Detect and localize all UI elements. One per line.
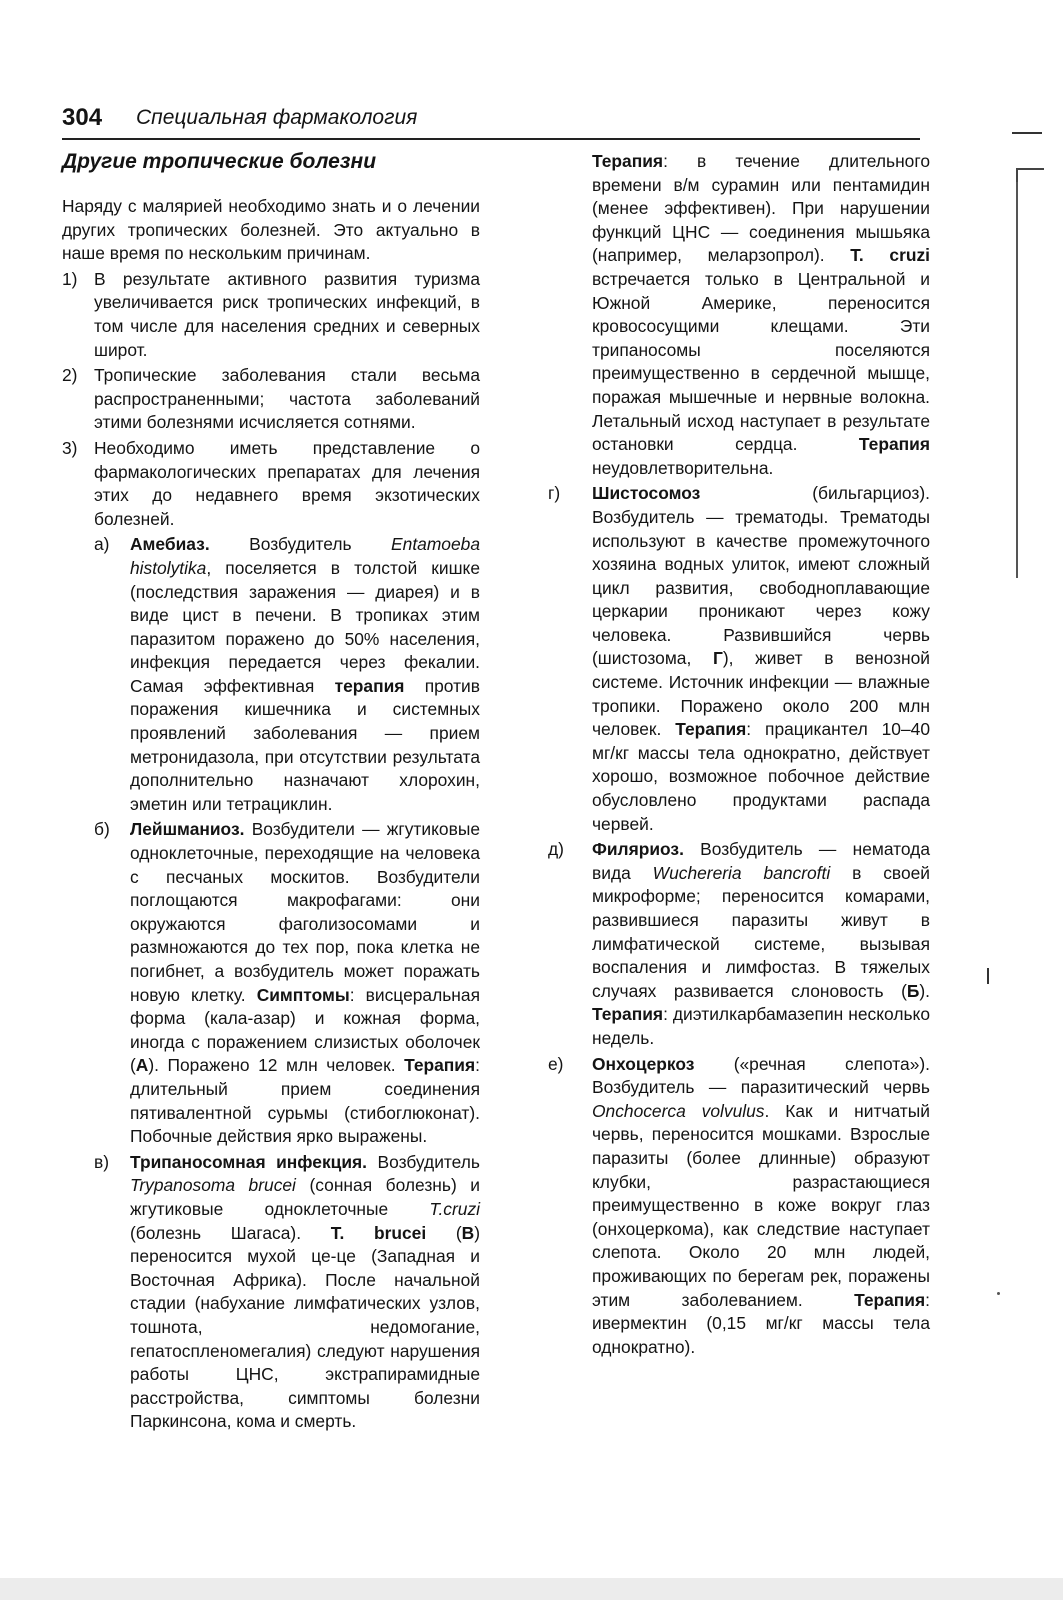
text-run: («речная слепота»). Возбудитель — паразитический червь xyxy=(592,1053,930,1098)
text-run: ). xyxy=(919,980,930,1001)
figure-ref: Г xyxy=(713,648,723,669)
disease-text xyxy=(130,533,480,816)
disease-name: Филяриоз. xyxy=(592,839,684,860)
disease-text xyxy=(592,1053,930,1360)
text-run: Возбудитель xyxy=(367,1151,480,1172)
disease-name: Онхоцеркоз xyxy=(592,1053,695,1074)
list-marker: 3) xyxy=(62,437,78,458)
disease-name: Шистосомоз xyxy=(592,483,701,504)
disease-name: Лейшманиоз. xyxy=(130,819,245,840)
list-marker: 2) xyxy=(62,365,78,386)
list-marker: 1) xyxy=(62,268,78,289)
text-run: ) переносится мухой це-це (Западная и Восточная Африка). После начальной стадии (набухание лимфатических узлов, тошнота, недомогание, гепатоспленомегалия) следуют нарушения работы ЦНС, экстрапирамидные расстройства, симптомы болезни Паркинсона, кома и смерть. xyxy=(130,1222,481,1432)
organism-name: Wuchereria bancrofti xyxy=(652,862,831,883)
disease-item-filariasis xyxy=(548,838,930,1050)
disease-list xyxy=(94,533,480,1434)
organism-name: Onchocerca volvulus xyxy=(592,1100,765,1121)
left-column xyxy=(62,195,480,1434)
reason-item-3 xyxy=(62,437,480,531)
figure-ref: В xyxy=(461,1222,475,1243)
text-run: (бильгарциоз). Возбудитель — трематоды. Трематоды используют в качестве промежуточного хозяина водных улиток, имеют сложный цикл развития, свободноплавающие церкарии проникают через кожу человека. Развившийся червь (шистозома, xyxy=(592,483,930,669)
therapy-label: Терапия xyxy=(675,719,747,740)
list-marker: г) xyxy=(548,483,561,504)
disease-text xyxy=(130,818,480,1148)
trypanosomiasis-continuation xyxy=(592,150,930,480)
text-run: Возбудители — жгутиковые одноклеточные, переходящие на человека с песчаных москитов. Возбудители поглощаются макрофагами: они окружаются фаголизосомами и размножаются до тех пор, пока клетка не погибнет, а возбудитель может поражать новую клетку. xyxy=(130,819,480,1005)
intro-paragraph: Наряду с малярией необходимо знать и о лечении других тропических болезней. Это актуально в наше время по нескольким причинам. xyxy=(62,196,480,264)
therapy-label: Терапия xyxy=(854,1289,926,1310)
text-run: (болезнь Шагаса). xyxy=(130,1222,331,1243)
text-run: (сонная болезнь) и жгутиковые одноклеточные xyxy=(130,1175,480,1219)
list-marker: в) xyxy=(94,1151,110,1172)
reason-item-2 xyxy=(62,364,480,435)
text-run: против поражения кишечника и системных проявлений заболевания — прием метронидазола, при отсутствии результата дополнительно назначают хлорохин, эметин или тетрациклин. xyxy=(130,675,480,814)
symptoms-label: Симптомы xyxy=(256,984,350,1005)
disease-item-onchocerciasis xyxy=(548,1053,930,1360)
reason-text: В результате активного развития туризма увеличивается риск тропических инфекций, в том числе для населения средних и северных широт. xyxy=(94,268,480,360)
reason-text: Тропические заболевания стали весьма распространенными; частота заболеваний этими болезнями исчисляется сотнями. xyxy=(94,365,480,433)
text-run: Возбудитель xyxy=(209,534,392,555)
organism-name: Entamoeba histolytika xyxy=(130,534,480,578)
text-run: . Как и нитчатый червь, переносится мошками. Взрослые паразиты (более длинные) образуют клубки, разрастающиеся преимущественно в коже вокруг глаз (онхоцеркома), как следствие наступает слепота. Около 20 млн людей, проживающих по берегам рек, поражены этим заболеванием. xyxy=(592,1100,930,1310)
text-run: ( xyxy=(426,1222,462,1243)
list-marker: е) xyxy=(548,1053,564,1074)
disease-item-amoebiasis xyxy=(94,533,480,816)
text-run: ), живет в венозной системе. Источник инфекции — влажные тропики. Поражено около 200 млн человек. xyxy=(592,648,930,740)
therapy-label: Терапия xyxy=(404,1055,476,1076)
figure-ref: Б xyxy=(906,980,920,1001)
text-run: : в течение длительного времени в/м сурамин или пентамидин (менее эффективен). При нарушении функций ЦНС — соединения мышьяка (например, меларзопрол). xyxy=(592,151,930,266)
organism-label: T. cruzi xyxy=(850,245,930,266)
list-marker: д) xyxy=(548,839,564,860)
text-run: : висцеральная форма (кала-азар) и кожная форма, иногда с поражением слизистых оболочек ( xyxy=(130,984,480,1076)
disease-name: Трипаносомная инфекция. xyxy=(130,1151,368,1172)
text-run: неудовлетворительна. xyxy=(592,457,774,478)
scan-edge-bracket xyxy=(1016,168,1044,184)
therapy-label: Терапия xyxy=(858,434,930,455)
disease-text xyxy=(130,1151,480,1434)
list-marker: а) xyxy=(94,534,110,555)
list-marker: б) xyxy=(94,819,110,840)
organism-name: Trypanosoma brucei xyxy=(130,1175,296,1196)
therapy-label: терапия xyxy=(334,675,405,696)
disease-name: Амебиаз. xyxy=(130,534,210,555)
text-run: ). Поражено 12 млн человек. xyxy=(148,1055,405,1076)
disease-item-trypanosomiasis xyxy=(94,1151,480,1434)
scan-edge-mark xyxy=(1012,132,1042,134)
organism-label: T. brucei xyxy=(330,1222,427,1243)
scan-speck xyxy=(987,968,989,984)
scan-dot xyxy=(997,1292,1000,1295)
figure-ref: А xyxy=(135,1055,149,1076)
reason-text: Необходимо иметь представление о фармакологических препаратах для лечения этих до недавнего время экзотических болезней. xyxy=(94,437,480,529)
text-run: в своей микроформе; переносится комарами, развившиеся паразиты живут в лимфатической системе, вызывая воспаления и лимфостаз. В тяжелых случаях развивается слоновость ( xyxy=(592,862,931,1001)
disease-text xyxy=(592,482,930,836)
therapy-label: Терапия xyxy=(592,151,664,171)
page-number: 304 xyxy=(62,104,103,131)
right-column xyxy=(548,150,930,1359)
scan-edge-line xyxy=(1016,182,1018,578)
page-header xyxy=(62,104,920,140)
text-run: : працикантел 10–40 мг/кг массы тела однократно, действует хорошо, возможное побочное действие обусловлено продуктами распада червей. xyxy=(592,719,930,834)
text-run: , поселяется в толстой кишке (последствия заражения — диарея) и в виде цист в печени. В тропиках этим паразитом поражено до 50% населения, инфекция передается через фекалии. Самая эффективная xyxy=(130,557,480,696)
disease-item-leishmaniasis xyxy=(94,818,480,1148)
section-title: Другие тропические болезни xyxy=(62,150,377,173)
organism-name: T.cruzi xyxy=(429,1198,480,1219)
text-run: встречается только в Центральной и Южной Америке, переносится кровососущими клещами. Эти трипаносомы поселяются преимущественно в сердечной мышце, поражая мышечные и нервные волокна. Летальный исход наступает в результате остановки сердца. xyxy=(592,268,930,455)
running-title: Специальная фармакология xyxy=(136,106,418,129)
text-run: : диэтилкарбамазепин несколько недель. xyxy=(592,1004,930,1048)
disease-text xyxy=(592,838,930,1050)
text-run: : ивермектин (0,15 мг/кг массы тела однократно). xyxy=(592,1289,930,1357)
scan-bottom-shade xyxy=(0,1578,1063,1600)
text-run: : длительный прием соединения пятивалентной сурьмы (стибоглюконат). Побочные действия ярко выражены. xyxy=(130,1055,480,1147)
reason-item-1 xyxy=(62,268,480,362)
disease-item-schistosomiasis xyxy=(548,482,930,836)
therapy-label: Терапия xyxy=(592,1004,664,1025)
text-run: Возбудитель — нематода вида xyxy=(592,839,930,883)
